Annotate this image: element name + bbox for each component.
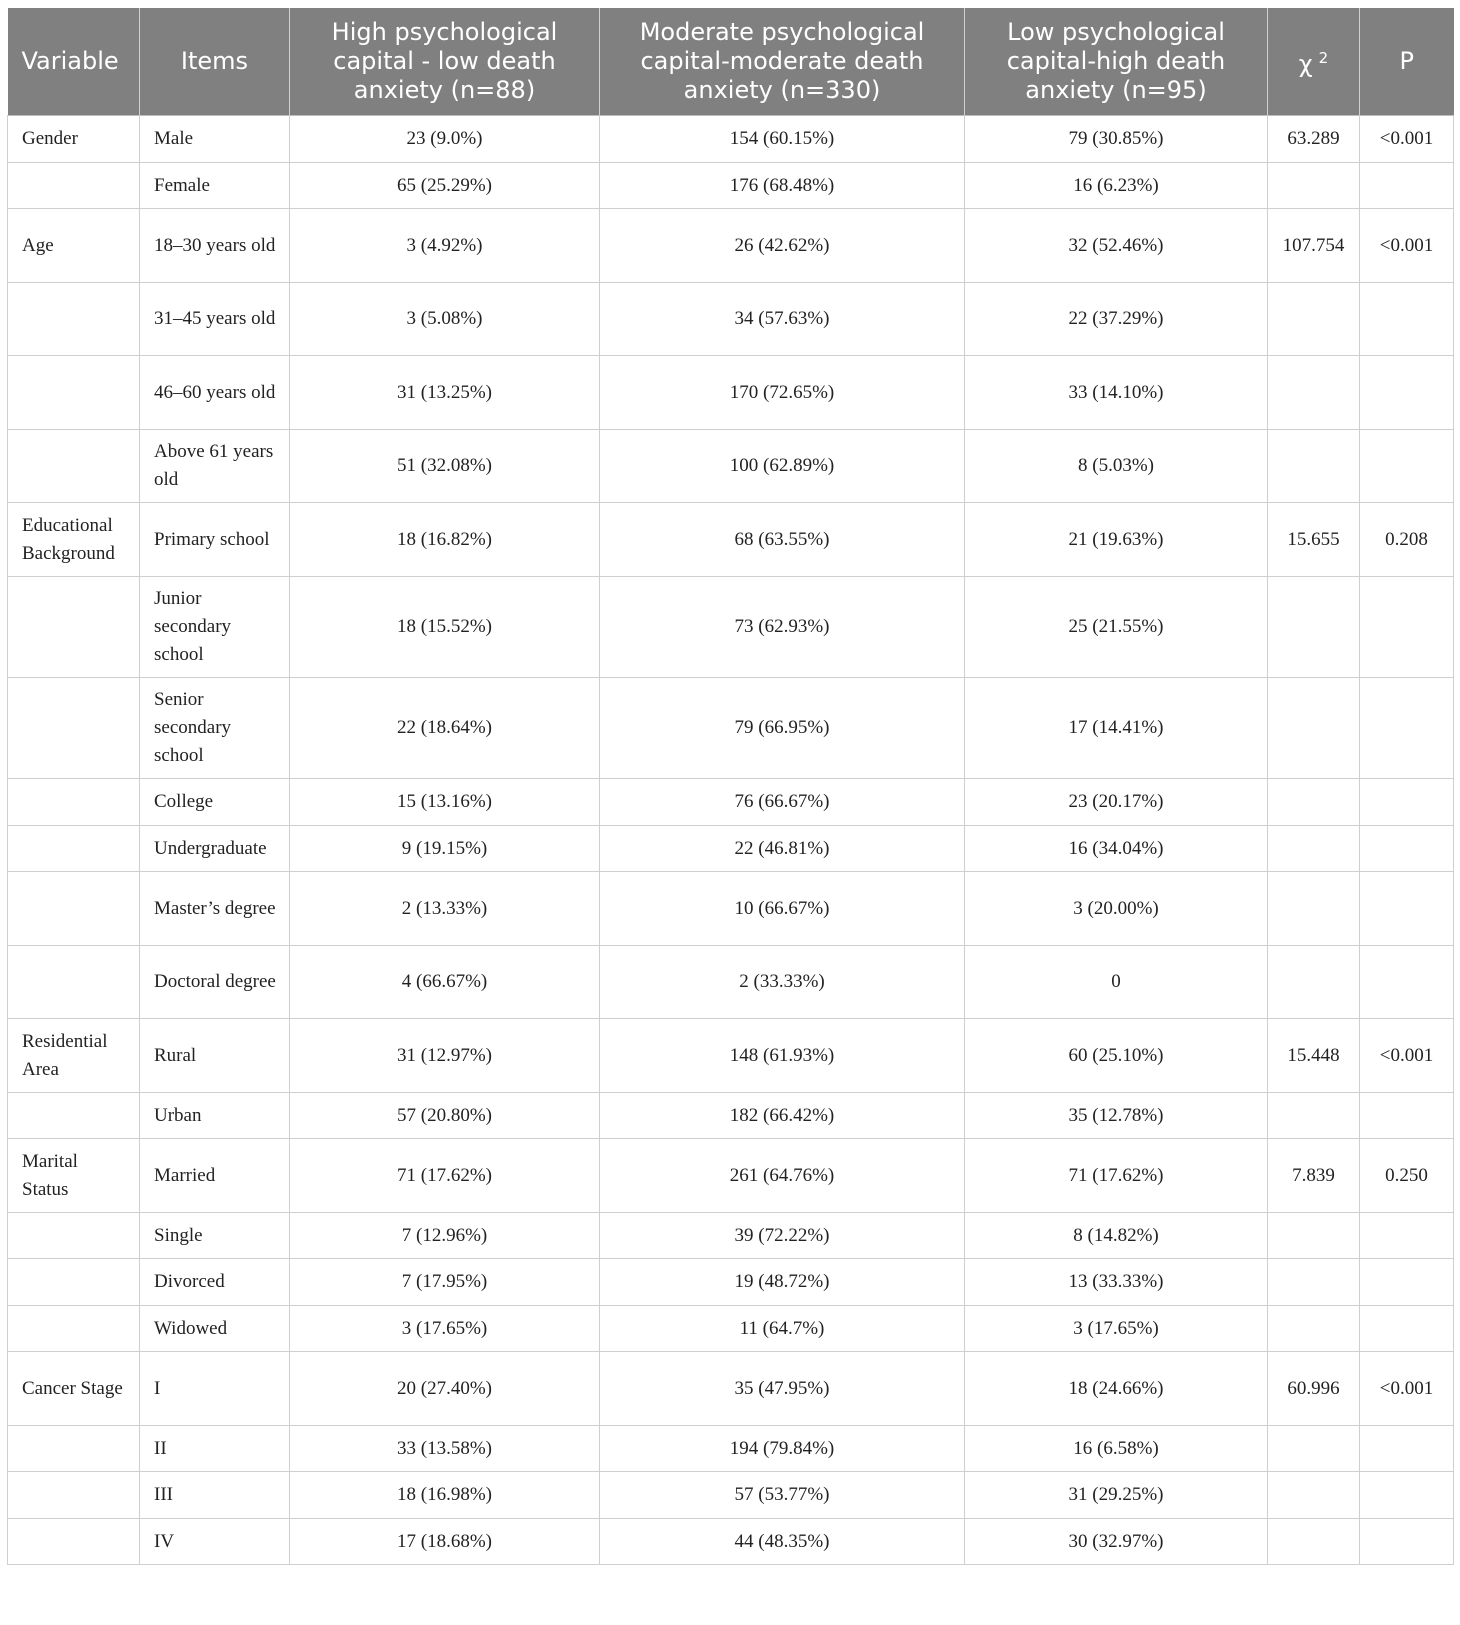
- row-p-value: <0.001: [1360, 1352, 1454, 1426]
- row-item: IV: [140, 1519, 290, 1565]
- row-p-value: [1360, 163, 1454, 209]
- row-chi-value: [1268, 430, 1360, 503]
- row-variable: [8, 779, 140, 826]
- row-p-value: <0.001: [1360, 116, 1454, 163]
- row-low-value: 35 (12.78%): [965, 1093, 1268, 1139]
- row-variable: [8, 1259, 140, 1306]
- row-item: Divorced: [140, 1259, 290, 1306]
- row-chi-value: [1268, 163, 1360, 209]
- table-row: [8, 163, 1454, 209]
- row-high-value: 71 (17.62%): [290, 1139, 600, 1213]
- table-row: [8, 1352, 1454, 1426]
- row-p-value: [1360, 1426, 1454, 1472]
- row-high-value: 17 (18.68%): [290, 1519, 600, 1565]
- row-moderate-value: 26 (42.62%): [600, 209, 965, 283]
- row-p-value: [1360, 1306, 1454, 1352]
- row-item: Single: [140, 1213, 290, 1259]
- row-variable: [8, 1213, 140, 1259]
- row-low-value: 16 (34.04%): [965, 826, 1268, 872]
- header-items: Items: [140, 8, 290, 116]
- row-high-value: 51 (32.08%): [290, 430, 600, 503]
- chi-superscript: 2: [1318, 49, 1329, 67]
- table-row: [8, 779, 1454, 826]
- row-high-value: 7 (17.95%): [290, 1259, 600, 1306]
- row-variable: [8, 577, 140, 678]
- row-high-value: 22 (18.64%): [290, 678, 600, 779]
- row-item: Primary school: [140, 503, 290, 577]
- row-p-value: 0.208: [1360, 503, 1454, 577]
- row-high-value: 57 (20.80%): [290, 1093, 600, 1139]
- row-high-value: 18 (16.82%): [290, 503, 600, 577]
- row-low-value: 31 (29.25%): [965, 1472, 1268, 1519]
- row-chi-value: [1268, 779, 1360, 826]
- row-item: Above 61 years old: [140, 430, 290, 503]
- row-moderate-value: 261 (64.76%): [600, 1139, 965, 1213]
- table-row: [8, 430, 1454, 503]
- table-body: [8, 116, 1454, 1565]
- row-low-value: 25 (21.55%): [965, 577, 1268, 678]
- row-chi-value: 7.839: [1268, 1139, 1360, 1213]
- row-item: 31–45 years old: [140, 283, 290, 356]
- row-moderate-value: 73 (62.93%): [600, 577, 965, 678]
- row-high-value: 33 (13.58%): [290, 1426, 600, 1472]
- row-chi-value: [1268, 577, 1360, 678]
- row-variable: [8, 356, 140, 430]
- row-chi-value: 15.448: [1268, 1019, 1360, 1093]
- table-header: [8, 8, 1454, 116]
- row-moderate-value: 10 (66.67%): [600, 872, 965, 946]
- row-chi-value: 15.655: [1268, 503, 1360, 577]
- row-variable: [8, 1519, 140, 1565]
- row-p-value: [1360, 1472, 1454, 1519]
- row-p-value: [1360, 356, 1454, 430]
- row-high-value: 20 (27.40%): [290, 1352, 600, 1426]
- row-chi-value: 107.754: [1268, 209, 1360, 283]
- row-moderate-value: 34 (57.63%): [600, 283, 965, 356]
- row-moderate-value: 194 (79.84%): [600, 1426, 965, 1472]
- row-moderate-value: 182 (66.42%): [600, 1093, 965, 1139]
- row-high-value: 31 (13.25%): [290, 356, 600, 430]
- row-chi-value: [1268, 678, 1360, 779]
- row-chi-value: 60.996: [1268, 1352, 1360, 1426]
- row-variable: Cancer Stage: [8, 1352, 140, 1426]
- row-item: Female: [140, 163, 290, 209]
- header-high-group: High psychological capital - low death anxiety (n=88): [290, 8, 600, 116]
- table-row: [8, 577, 1454, 678]
- row-item: Urban: [140, 1093, 290, 1139]
- row-p-value: 0.250: [1360, 1139, 1454, 1213]
- row-low-value: 79 (30.85%): [965, 116, 1268, 163]
- row-low-value: 8 (14.82%): [965, 1213, 1268, 1259]
- row-low-value: 0: [965, 946, 1268, 1019]
- row-moderate-value: 79 (66.95%): [600, 678, 965, 779]
- header-chi-square: [1268, 8, 1360, 116]
- row-low-value: 60 (25.10%): [965, 1019, 1268, 1093]
- row-item: Male: [140, 116, 290, 163]
- row-high-value: 3 (4.92%): [290, 209, 600, 283]
- row-high-value: 4 (66.67%): [290, 946, 600, 1019]
- row-p-value: [1360, 779, 1454, 826]
- table-row: [8, 1019, 1454, 1093]
- table-row: [8, 826, 1454, 872]
- table-row: [8, 283, 1454, 356]
- row-moderate-value: 39 (72.22%): [600, 1213, 965, 1259]
- table-row: [8, 872, 1454, 946]
- row-moderate-value: 11 (64.7%): [600, 1306, 965, 1352]
- table-container: [7, 8, 1453, 1565]
- row-chi-value: [1268, 1519, 1360, 1565]
- row-p-value: [1360, 826, 1454, 872]
- row-p-value: [1360, 577, 1454, 678]
- row-moderate-value: 76 (66.67%): [600, 779, 965, 826]
- row-item: I: [140, 1352, 290, 1426]
- row-low-value: 71 (17.62%): [965, 1139, 1268, 1213]
- table-row: [8, 1093, 1454, 1139]
- table-row: [8, 1519, 1454, 1565]
- row-low-value: 3 (20.00%): [965, 872, 1268, 946]
- table-row: [8, 503, 1454, 577]
- row-variable: Residential Area: [8, 1019, 140, 1093]
- table-row: [8, 1472, 1454, 1519]
- row-chi-value: [1268, 1259, 1360, 1306]
- table-row: [8, 1139, 1454, 1213]
- header-variable: Variable: [8, 8, 140, 116]
- row-low-value: 18 (24.66%): [965, 1352, 1268, 1426]
- row-low-value: 30 (32.97%): [965, 1519, 1268, 1565]
- row-variable: [8, 1426, 140, 1472]
- row-chi-value: [1268, 1472, 1360, 1519]
- row-item: 46–60 years old: [140, 356, 290, 430]
- row-item: Junior secondary school: [140, 577, 290, 678]
- row-variable: Marital Status: [8, 1139, 140, 1213]
- header-low-group: Low psychological capital-high death anxiety (n=95): [965, 8, 1268, 116]
- row-variable: [8, 872, 140, 946]
- row-low-value: 23 (20.17%): [965, 779, 1268, 826]
- row-chi-value: [1268, 1093, 1360, 1139]
- row-chi-value: [1268, 872, 1360, 946]
- row-chi-value: [1268, 946, 1360, 1019]
- row-item: III: [140, 1472, 290, 1519]
- row-p-value: [1360, 430, 1454, 503]
- row-item: College: [140, 779, 290, 826]
- row-variable: Educational Background: [8, 503, 140, 577]
- row-high-value: 18 (16.98%): [290, 1472, 600, 1519]
- row-high-value: 15 (13.16%): [290, 779, 600, 826]
- row-variable: Gender: [8, 116, 140, 163]
- row-chi-value: [1268, 1306, 1360, 1352]
- row-p-value: [1360, 283, 1454, 356]
- row-high-value: 2 (13.33%): [290, 872, 600, 946]
- row-item: Widowed: [140, 1306, 290, 1352]
- row-low-value: 22 (37.29%): [965, 283, 1268, 356]
- table-row: [8, 1426, 1454, 1472]
- row-high-value: 3 (5.08%): [290, 283, 600, 356]
- row-variable: [8, 826, 140, 872]
- row-variable: [8, 678, 140, 779]
- row-high-value: 7 (12.96%): [290, 1213, 600, 1259]
- table-row: [8, 356, 1454, 430]
- row-item: Doctoral degree: [140, 946, 290, 1019]
- row-p-value: [1360, 1093, 1454, 1139]
- row-high-value: 65 (25.29%): [290, 163, 600, 209]
- row-variable: [8, 1306, 140, 1352]
- row-chi-value: [1268, 356, 1360, 430]
- table-row: [8, 678, 1454, 779]
- row-item: II: [140, 1426, 290, 1472]
- row-item: Senior secondary school: [140, 678, 290, 779]
- row-item: Rural: [140, 1019, 290, 1093]
- row-variable: [8, 946, 140, 1019]
- row-chi-value: [1268, 283, 1360, 356]
- row-moderate-value: 2 (33.33%): [600, 946, 965, 1019]
- row-high-value: 23 (9.0%): [290, 116, 600, 163]
- header-p: P: [1360, 8, 1454, 116]
- row-variable: [8, 1472, 140, 1519]
- row-high-value: 3 (17.65%): [290, 1306, 600, 1352]
- row-low-value: 16 (6.23%): [965, 163, 1268, 209]
- row-chi-value: [1268, 1213, 1360, 1259]
- row-low-value: 16 (6.58%): [965, 1426, 1268, 1472]
- row-chi-value: [1268, 826, 1360, 872]
- row-low-value: 3 (17.65%): [965, 1306, 1268, 1352]
- row-moderate-value: 170 (72.65%): [600, 356, 965, 430]
- table-row: [8, 116, 1454, 163]
- row-low-value: 17 (14.41%): [965, 678, 1268, 779]
- data-table: [7, 8, 1454, 1565]
- row-p-value: [1360, 872, 1454, 946]
- row-p-value: [1360, 1519, 1454, 1565]
- row-chi-value: 63.289: [1268, 116, 1360, 163]
- row-p-value: <0.001: [1360, 1019, 1454, 1093]
- chi-symbol: χ: [1298, 50, 1313, 78]
- row-p-value: [1360, 678, 1454, 779]
- table-row: [8, 946, 1454, 1019]
- row-low-value: 33 (14.10%): [965, 356, 1268, 430]
- row-variable: [8, 163, 140, 209]
- table-row: [8, 209, 1454, 283]
- row-variable: [8, 283, 140, 356]
- row-low-value: 21 (19.63%): [965, 503, 1268, 577]
- table-row: [8, 1213, 1454, 1259]
- row-p-value: [1360, 1259, 1454, 1306]
- row-item: Master’s degree: [140, 872, 290, 946]
- row-moderate-value: 35 (47.95%): [600, 1352, 965, 1426]
- row-item: Undergraduate: [140, 826, 290, 872]
- row-moderate-value: 22 (46.81%): [600, 826, 965, 872]
- row-high-value: 9 (19.15%): [290, 826, 600, 872]
- row-high-value: 31 (12.97%): [290, 1019, 600, 1093]
- row-moderate-value: 57 (53.77%): [600, 1472, 965, 1519]
- row-moderate-value: 148 (61.93%): [600, 1019, 965, 1093]
- header-moderate-group: Moderate psychological capital-moderate death anxiety (n=330): [600, 8, 965, 116]
- row-p-value: [1360, 1213, 1454, 1259]
- row-item: 18–30 years old: [140, 209, 290, 283]
- row-low-value: 32 (52.46%): [965, 209, 1268, 283]
- row-low-value: 8 (5.03%): [965, 430, 1268, 503]
- table-row: [8, 1306, 1454, 1352]
- table-row: [8, 1259, 1454, 1306]
- row-moderate-value: 100 (62.89%): [600, 430, 965, 503]
- row-p-value: [1360, 946, 1454, 1019]
- row-moderate-value: 44 (48.35%): [600, 1519, 965, 1565]
- row-moderate-value: 19 (48.72%): [600, 1259, 965, 1306]
- row-moderate-value: 176 (68.48%): [600, 163, 965, 209]
- row-variable: Age: [8, 209, 140, 283]
- row-p-value: <0.001: [1360, 209, 1454, 283]
- row-low-value: 13 (33.33%): [965, 1259, 1268, 1306]
- row-item: Married: [140, 1139, 290, 1213]
- row-moderate-value: 68 (63.55%): [600, 503, 965, 577]
- row-variable: [8, 1093, 140, 1139]
- row-chi-value: [1268, 1426, 1360, 1472]
- row-variable: [8, 430, 140, 503]
- row-high-value: 18 (15.52%): [290, 577, 600, 678]
- row-moderate-value: 154 (60.15%): [600, 116, 965, 163]
